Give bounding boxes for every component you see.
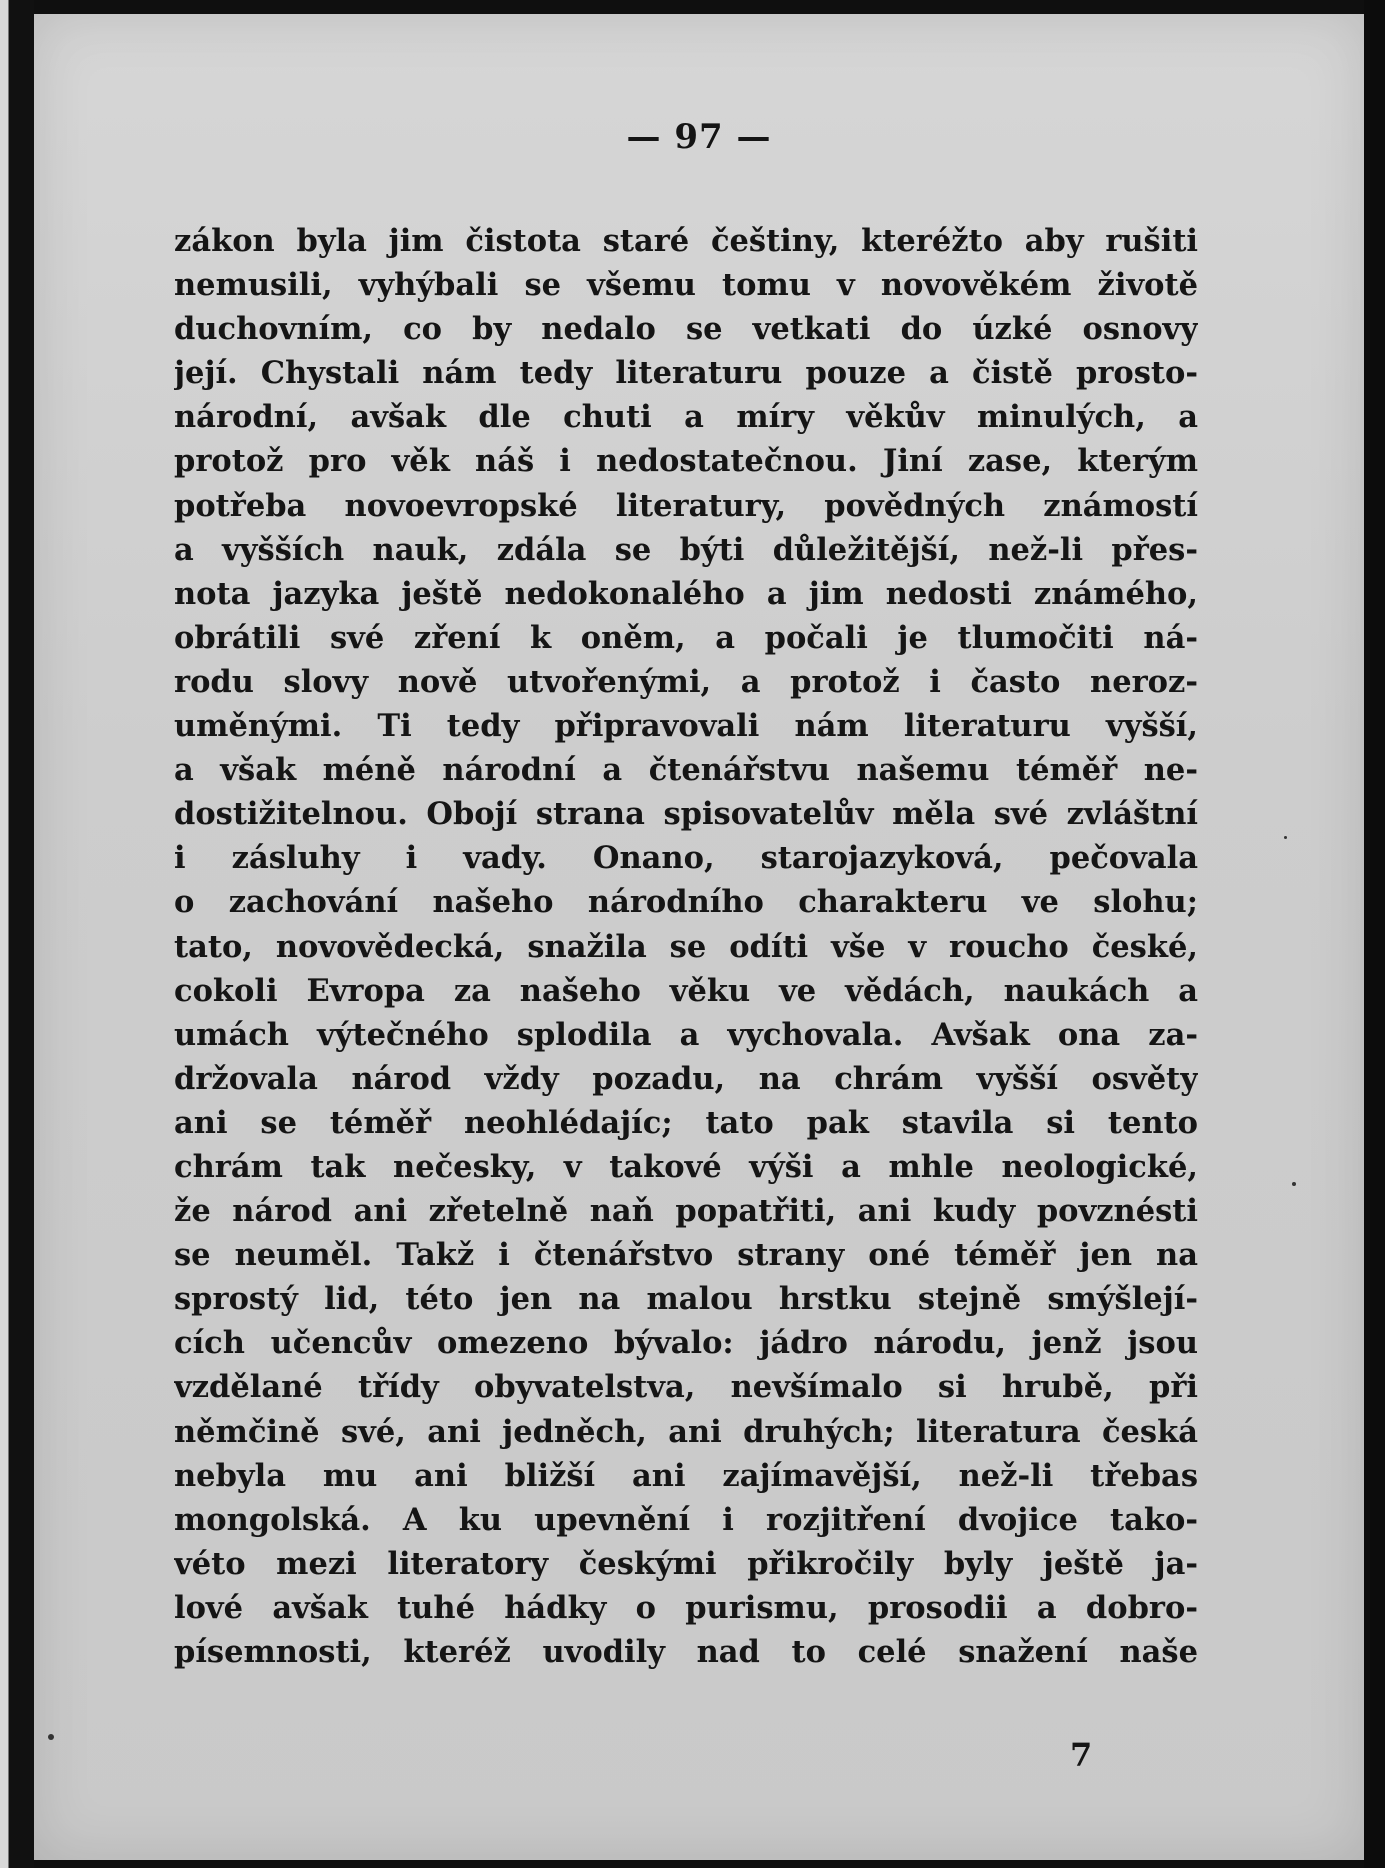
text-line-31: véto mezi literatory českými přikročily byly ještě ja-: [174, 1545, 1198, 1582]
text-line-19: umách výtečného splodila a vychovala. Avšak ona za-: [174, 1016, 1198, 1053]
text-line-27: vzdělané třídy obyvatelstva, nevšímalo si hrubě, při: [174, 1369, 1198, 1406]
text-line-2: nemusili, vyhýbali se všemu tomu v novověkém životě: [174, 267, 1198, 304]
text-line-7: potřeba novoevropské literatury, povědných známostí: [174, 487, 1198, 524]
text-line-28: němčině své, ani jedněch, ani druhých; literatura česká: [174, 1413, 1198, 1450]
text-line-13: a však méně národní a čtenářstvu našemu téměř ne-: [174, 752, 1198, 789]
text-line-4: její. Chystali nám tedy literaturu pouze a čistě prosto-: [174, 355, 1198, 392]
paper-speck: [48, 1734, 54, 1740]
text-line-12: uměnými. Ti tedy připravovali nám literaturu vyšší,: [174, 708, 1198, 745]
paper-speck: [1292, 1182, 1296, 1186]
text-line-32: lové avšak tuhé hádky o purismu, prosodii a dobro-: [174, 1589, 1198, 1626]
scan-left-edge: [0, 0, 34, 1868]
paper-page: [34, 14, 1364, 1860]
text-line-33: písemnosti, kteréž uvodily nad to celé snažení naše: [174, 1634, 1198, 1670]
text-line-15: i zásluhy i vady. Onano, starojazyková, pečovala: [174, 840, 1198, 877]
text-line-11: rodu slovy nově utvořenými, a protož i často neroz-: [174, 663, 1198, 700]
signature-mark: 7: [1070, 1736, 1093, 1774]
text-line-3: duchovním, co by nedalo se vetkati do úzké osnovy: [174, 311, 1198, 348]
paper-speck: [1284, 836, 1287, 839]
text-line-26: cích učencův omezeno bývalo: jádro národu, jenž jsou: [174, 1325, 1198, 1362]
text-line-1: zákon byla jim čistota staré češtiny, kteréžto aby rušiti: [174, 223, 1198, 259]
text-line-22: chrám tak nečesky, v takové výši a mhle neologické,: [174, 1148, 1198, 1185]
text-line-6: protož pro věk náš i nedostatečnou. Jiní zase, kterým: [174, 443, 1198, 480]
page-number-header: — 97 —: [626, 117, 772, 157]
text-line-30: mongolská. A ku upevnění i rozjitření dvojice tako-: [174, 1501, 1198, 1538]
text-line-8: a vyšších nauk, zdála se býti důležitější, než-li přes-: [174, 531, 1198, 568]
text-line-20: držovala národ vždy pozadu, na chrám vyšší osvěty: [174, 1060, 1198, 1097]
scan-right-edge: [1364, 0, 1385, 1868]
text-line-16: o zachování našeho národního charakteru ve slohu;: [174, 884, 1198, 921]
text-line-23: že národ ani zřetelně naň popatřiti, ani kudy povznésti: [174, 1193, 1198, 1230]
text-line-25: sprostý lid, této jen na malou hrstku stejně smýšlejí-: [174, 1281, 1198, 1318]
text-line-5: národní, avšak dle chuti a míry věkův minulých, a: [174, 399, 1198, 436]
text-line-9: nota jazyka ještě nedokonalého a jim nedosti známého,: [174, 575, 1198, 612]
text-line-10: obrátili své zření k oněm, a počali je tlumočiti ná-: [174, 619, 1198, 656]
text-line-14: dostižitelnou. Obojí strana spisovatelův měla své zvláštní: [174, 796, 1198, 833]
text-line-18: cokoli Evropa za našeho věku ve vědách, naukách a: [174, 972, 1198, 1009]
text-line-24: se neuměl. Takž i čtenářstvo strany oné téměř jen na: [174, 1237, 1198, 1274]
text-line-21: ani se téměř neohlédajíc; tato pak stavila si tento: [174, 1104, 1198, 1141]
text-line-17: tato, novovědecká, snažila se odíti vše v roucho české,: [174, 928, 1198, 965]
body-text: [174, 219, 1198, 1674]
text-line-29: nebyla mu ani bližší ani zajímavější, než-li třebas: [174, 1457, 1198, 1494]
